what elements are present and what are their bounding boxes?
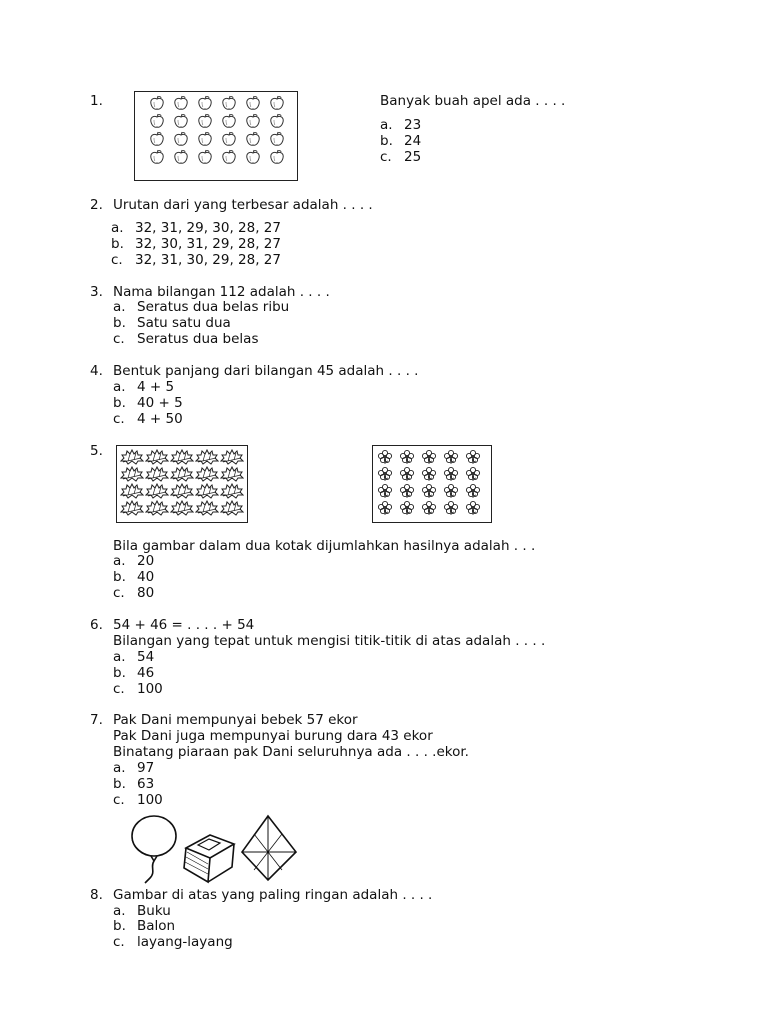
question-5-option-b[interactable]: [113, 569, 154, 585]
option-letter: c.: [113, 585, 125, 601]
option-letter: c.: [111, 252, 123, 268]
flower-icon: [398, 466, 416, 482]
question-7-text-line-3: Binatang piaraan pak Dani seluruhnya ada . . . .ekor.: [113, 744, 469, 760]
question-8-text: Gambar di atas yang paling ringan adalah . . . .: [113, 887, 433, 903]
option-text: Balon: [137, 918, 176, 934]
apple-icon: [173, 113, 189, 129]
apple-icon: [245, 113, 261, 129]
option-letter: b.: [380, 133, 393, 149]
option-letter: a.: [111, 220, 124, 236]
option-text: 4 + 50: [137, 411, 183, 427]
leaf-icon: [170, 449, 194, 465]
kite-icon: [242, 816, 296, 880]
flower-icon: [376, 466, 394, 482]
option-text: 100: [137, 681, 163, 697]
apple-icon: [197, 113, 213, 129]
option-letter: a.: [113, 903, 126, 919]
book-icon: [184, 835, 234, 882]
question-1-option-a[interactable]: [380, 117, 421, 133]
apple-icon: [173, 149, 189, 165]
question-7-number: 7.: [90, 712, 103, 728]
flower-icon: [442, 449, 460, 465]
question-6-number: 6.: [90, 617, 103, 633]
option-text: 54: [137, 649, 155, 665]
option-text: Seratus dua belas ribu: [137, 299, 290, 315]
apple-grid: [149, 95, 293, 167]
flower-icon: [398, 449, 416, 465]
option-text: 24: [404, 133, 422, 149]
option-text: 100: [137, 792, 163, 808]
apple-picture-box: [134, 91, 298, 181]
flower-icon: [442, 466, 460, 482]
leaf-icon: [170, 500, 194, 516]
leaf-icon: [195, 466, 219, 482]
option-text: 46: [137, 665, 155, 681]
question-6-option-c[interactable]: [113, 681, 163, 697]
apple-icon: [221, 149, 237, 165]
apple-icon: [221, 95, 237, 111]
flower-icon: [420, 449, 438, 465]
option-letter: a.: [113, 553, 126, 569]
leaf-icon: [170, 466, 194, 482]
flower-icon: [376, 483, 394, 499]
option-text: 4 + 5: [137, 379, 175, 395]
question-1-number: 1.: [90, 93, 103, 109]
flower-grid: [376, 449, 486, 517]
leaf-icon: [120, 449, 144, 465]
leaf-picture-box: [116, 445, 248, 523]
items-picture: [120, 812, 302, 884]
leaf-icon: [195, 449, 219, 465]
question-8-number: 8.: [90, 887, 103, 903]
question-7-option-a[interactable]: [113, 760, 154, 776]
option-letter: c.: [113, 331, 125, 347]
flower-icon: [398, 483, 416, 499]
option-letter: b.: [113, 315, 126, 331]
option-letter: a.: [113, 649, 126, 665]
apple-icon: [269, 131, 285, 147]
question-7-option-c[interactable]: [113, 792, 163, 808]
question-2-text: Urutan dari yang terbesar adalah . . . .: [113, 197, 373, 213]
question-5-option-a[interactable]: [113, 553, 154, 569]
flower-picture-box: [372, 445, 492, 523]
apple-icon: [173, 131, 189, 147]
option-text: 40: [137, 569, 155, 585]
flower-icon: [464, 483, 482, 499]
question-7-option-b[interactable]: [113, 776, 154, 792]
option-letter: c.: [380, 149, 392, 165]
question-3-option-a[interactable]: [113, 299, 289, 315]
question-8-option-b[interactable]: [113, 918, 175, 934]
option-text: 23: [404, 117, 422, 133]
question-1-option-c[interactable]: [380, 149, 421, 165]
apple-icon: [269, 113, 285, 129]
leaf-icon: [120, 466, 144, 482]
apple-icon: [269, 149, 285, 165]
question-6-option-a[interactable]: [113, 649, 154, 665]
leaf-icon: [220, 466, 244, 482]
question-3-option-b[interactable]: [113, 315, 231, 331]
option-letter: c.: [113, 411, 125, 427]
question-2-option-b[interactable]: [111, 236, 281, 252]
option-letter: b.: [111, 236, 124, 252]
apple-icon: [149, 113, 165, 129]
question-2-option-c[interactable]: [111, 252, 281, 268]
apple-icon: [269, 95, 285, 111]
flower-icon: [376, 500, 394, 516]
question-1-text: Banyak buah apel ada . . . .: [380, 93, 566, 109]
option-letter: b.: [113, 395, 126, 411]
flower-icon: [464, 466, 482, 482]
question-7-text-line-2: Pak Dani juga mempunyai burung dara 43 ekor: [113, 728, 433, 744]
question-8-option-a[interactable]: [113, 903, 171, 919]
option-text: Buku: [137, 903, 171, 919]
question-4-option-c[interactable]: [113, 411, 183, 427]
question-4-number: 4.: [90, 363, 103, 379]
question-3-text: Nama bilangan 112 adalah . . . .: [113, 284, 330, 300]
option-text: 32, 31, 30, 29, 28, 27: [135, 252, 281, 268]
leaf-icon: [220, 483, 244, 499]
leaf-icon: [145, 500, 169, 516]
apple-icon: [197, 95, 213, 111]
option-letter: b.: [113, 918, 126, 934]
option-letter: b.: [113, 665, 126, 681]
flower-icon: [420, 466, 438, 482]
option-text: Satu satu dua: [137, 315, 231, 331]
apple-icon: [197, 131, 213, 147]
apple-icon: [221, 113, 237, 129]
option-letter: b.: [113, 776, 126, 792]
leaf-icon: [170, 483, 194, 499]
question-2-number: 2.: [90, 197, 103, 213]
option-text: 40 + 5: [137, 395, 183, 411]
apple-icon: [245, 149, 261, 165]
flower-icon: [420, 483, 438, 499]
apple-icon: [149, 131, 165, 147]
question-6-text-line-2: Bilangan yang tepat untuk mengisi titik-titik di atas adalah . . . .: [113, 633, 546, 649]
leaf-icon: [220, 500, 244, 516]
question-6-option-b[interactable]: [113, 665, 154, 681]
question-2-option-a[interactable]: [111, 220, 281, 236]
flower-icon: [398, 500, 416, 516]
option-letter: c.: [113, 681, 125, 697]
question-4-option-b[interactable]: [113, 395, 183, 411]
flower-icon: [464, 449, 482, 465]
leaf-icon: [145, 483, 169, 499]
option-letter: a.: [113, 299, 126, 315]
leaf-icon: [195, 483, 219, 499]
question-8-option-c[interactable]: [113, 934, 233, 950]
leaf-icon: [195, 500, 219, 516]
apple-icon: [149, 149, 165, 165]
question-7-text-line-1: Pak Dani mempunyai bebek 57 ekor: [113, 712, 358, 728]
option-letter: b.: [113, 569, 126, 585]
leaf-grid: [120, 449, 245, 517]
option-text: 97: [137, 760, 155, 776]
question-1-option-b[interactable]: [380, 133, 421, 149]
leaf-icon: [220, 449, 244, 465]
option-letter: a.: [113, 379, 126, 395]
option-text: 63: [137, 776, 155, 792]
apple-icon: [221, 131, 237, 147]
question-5-number: 5.: [90, 443, 103, 459]
option-text: 20: [137, 553, 155, 569]
apple-icon: [173, 95, 189, 111]
option-letter: c.: [113, 792, 125, 808]
apple-icon: [245, 131, 261, 147]
apple-icon: [149, 95, 165, 111]
option-text: layang-layang: [137, 934, 233, 950]
flower-icon: [420, 500, 438, 516]
option-text: 25: [404, 149, 422, 165]
leaf-icon: [145, 466, 169, 482]
option-letter: c.: [113, 934, 125, 950]
leaf-icon: [145, 449, 169, 465]
apple-icon: [197, 149, 213, 165]
option-text: 80: [137, 585, 155, 601]
option-text: Seratus dua belas: [137, 331, 259, 347]
flower-icon: [464, 500, 482, 516]
apple-icon: [245, 95, 261, 111]
question-5-text: Bila gambar dalam dua kotak dijumlahkan hasilnya adalah . . .: [113, 538, 536, 554]
flower-icon: [442, 500, 460, 516]
leaf-icon: [120, 483, 144, 499]
flower-icon: [376, 449, 394, 465]
balloon-icon: [132, 816, 176, 883]
question-6-text-line-1: 54 + 46 = . . . . + 54: [113, 617, 255, 633]
question-3-option-c[interactable]: [113, 331, 259, 347]
leaf-icon: [120, 500, 144, 516]
question-4-option-a[interactable]: [113, 379, 174, 395]
option-text: 32, 30, 31, 29, 28, 27: [135, 236, 281, 252]
flower-icon: [442, 483, 460, 499]
option-letter: a.: [113, 760, 126, 776]
option-letter: a.: [380, 117, 393, 133]
question-5-option-c[interactable]: [113, 585, 154, 601]
question-3-number: 3.: [90, 284, 103, 300]
option-text: 32, 31, 29, 30, 28, 27: [135, 220, 281, 236]
question-4-text: Bentuk panjang dari bilangan 45 adalah . . . .: [113, 363, 419, 379]
